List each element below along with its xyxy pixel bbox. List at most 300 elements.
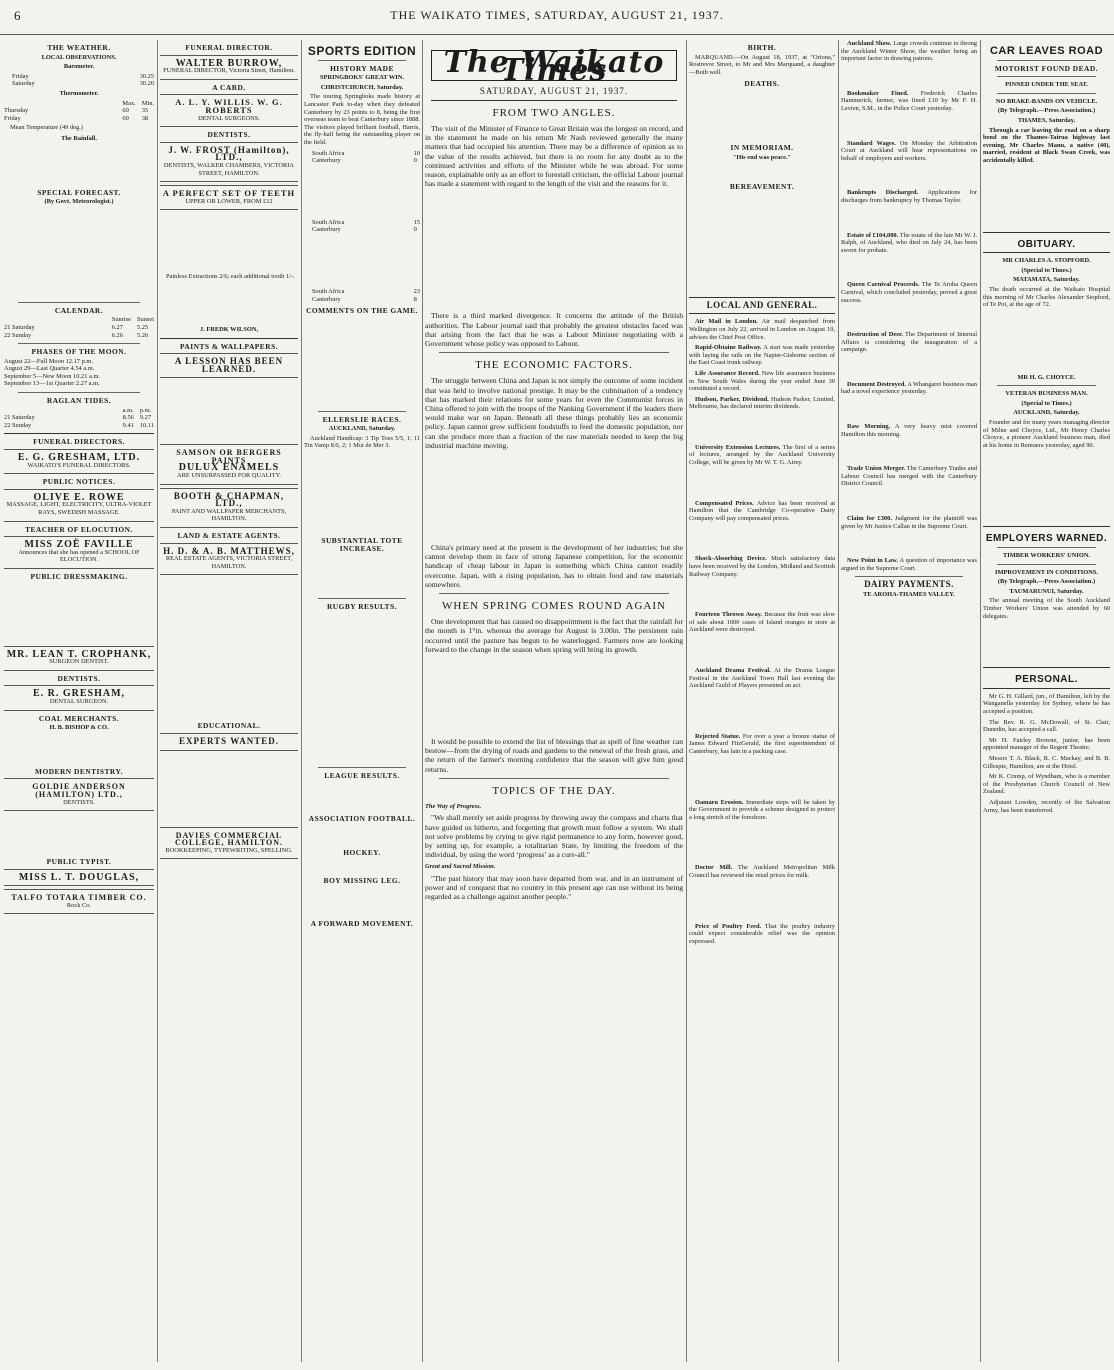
column-stories [983, 40, 1110, 1362]
sports-edition-heading: SPORTS EDITION [307, 44, 417, 58]
barometer-value: 30.25 [139, 72, 154, 80]
rowe-tagline: MASSAGE, LIGHT, ELECTRICITY, ULTRA-VIOLET RAYS, SWEDISH MASSAGE. [6, 501, 152, 516]
editorial-heading: TOPICS OF THE DAY. [492, 784, 616, 797]
local-item-title: Rejected Statue. [695, 732, 741, 740]
local-item-text: Hudson Parker, Limited, Melbourne, has declared interim dividends. [689, 395, 835, 411]
gresham-dental-tagline: DENTAL SURGEON. [49, 697, 109, 705]
running-header [0, 0, 1114, 35]
calendar-heading: CALENDAR. [54, 305, 104, 315]
illegible-text-block [841, 491, 977, 515]
news-item-title: Bookmaker Fined. [847, 89, 909, 97]
score-table [312, 219, 420, 234]
league-heading: LEAGUE RESULTS. [324, 770, 400, 780]
editorial-paragraph: The visit of the Minister of Finance to Great Britain was the longest on record, and in the statement he made on his return Mr Nash reviewed generally the many matters that had occupied his attention. There may be a difference of opinion as to the value of the results achieved, but there is no room for any doubt as to the continued activities and efforts of the Minister while he was abroad. For some reason, explainable only as an effort to forestall criticism, the official Labour journal has made a statement with regard to the length of the visit and the reasons for it. [425, 123, 683, 189]
score: 0 [413, 157, 417, 165]
forecast-heading: SPECIAL FORECAST. [37, 187, 121, 197]
illegible-text-block [304, 167, 420, 217]
forecast-subheading: (By Govt. Meteorologist.) [44, 198, 114, 206]
illegible-text-block [689, 824, 835, 864]
news-item-title: Raw Morning. [847, 423, 891, 431]
illegible-text-block [689, 163, 835, 179]
local-item-text: For over a year a bronze statue of James Edward FitzGerald, the first superintendent of Canterbury, has lain in a packing case. [689, 732, 835, 755]
employers-text: The annual meeting of the South Auckland Timber Workers' Union was attended by 60 delegates. [983, 597, 1110, 620]
dentists-heading: DENTISTS. [57, 673, 101, 683]
column-weather-ads [4, 40, 154, 1362]
calendar-sunset: 5.26 [136, 331, 149, 339]
illegible-text-block [304, 859, 420, 873]
educational-heading: EDUCATIONAL. [197, 721, 261, 731]
personal-item: Mr K. Crump, of Wyndham, who is a member of the Presbyterian Church Council of New Zealand. [983, 773, 1110, 796]
typist-heading: PUBLIC TYPIST. [46, 857, 112, 867]
masthead [431, 45, 677, 88]
news-item-text: The Canterbury Trades and Labour Council has merged with the Canterbury District Council. [841, 465, 977, 488]
news-item-text: Judgment for the plaintiff was given by Mr Justice Callan in the Supreme Court. [841, 515, 977, 530]
memoriam-heading: IN MEMORIAM. [730, 142, 794, 152]
local-item-title: Price of Poultry Feed. [695, 922, 762, 930]
dairy-subheading: TE AROHA-THAMES VALLEY. [863, 591, 955, 598]
rowe-advert [4, 489, 154, 522]
weather-subheading: LOCAL OBSERVATIONS. [41, 53, 117, 61]
calendar-col: Sunset [136, 316, 154, 324]
news-item-text: Large crowds continue to throng the Auckland Winter Show, the weather being an important factor in drawing patrons. [841, 40, 977, 63]
thermo-col: Max. [122, 99, 136, 107]
surgeon-advert [4, 646, 154, 671]
rainfall-heading: The Rainfall. [61, 134, 97, 142]
personal-item: The Rev. R. G. McDowall, of St. Clair, Dunedin, has accepted a call. [983, 718, 1110, 734]
team: Canterbury [312, 226, 341, 234]
column-notices-local [689, 40, 835, 1362]
editorial-paragraph: China's primary need at the present is the development of her industries; but she cannot develop them in face of strong Japanese competition, for the economic handicap of cheap labour in Japan is something which China cannot readily overcome. Japan, with a rising population, has to obtain food and raw materials somewhere. [425, 543, 683, 589]
coal-advert: H. B. BISHOP & CO. [49, 724, 109, 732]
faville-name: MISS ZOË FAVILLE [24, 539, 134, 551]
thermo-max: 60 [122, 107, 129, 115]
local-item-text: The first of a series of lectures, arranged by the Auckland University College, will be given by Mr W. T. G. Airey. [689, 443, 835, 467]
timber-advert [4, 889, 154, 914]
samson-paints: SAMSON OR BERGERS PAINTS [176, 448, 282, 465]
story-agency: (By Telegraph.—Press Association.) [997, 107, 1096, 115]
thermo-min: 38 [141, 114, 149, 122]
barometer-table [12, 73, 154, 88]
local-item [689, 611, 835, 634]
illegible-text-block [689, 883, 835, 923]
local-item-text: Much satisfactory data have been received by the London, Midland and Scottish Railway Company. [689, 555, 835, 578]
editorial-heading: WHEN SPRING COMES ROUND AGAIN [442, 600, 666, 613]
coal-heading: COAL MERCHANTS. [38, 713, 120, 723]
illegible-text-block [304, 453, 420, 533]
booth-tagline: PAINT AND WALLPAPER MERCHANTS, HAMILTON. [171, 507, 287, 523]
calendar-table [4, 316, 154, 339]
local-item-text: At the Drama League Festival in the Auckland Town Hall last evening the Auckland Guild of Players presented an act. [689, 667, 835, 690]
local-item-text: Air mail despatched from Wellington on July 22, arrived in London on August 19, advises the Chief Post Office. [689, 318, 835, 341]
news-item-text: Frederick Charles Hammerick, farmer, was fined £10 by Mr F. H. Levien, S.M., in the Police Court yesterday. [841, 89, 977, 112]
local-item [689, 318, 835, 341]
illegible-text-block [689, 693, 835, 733]
local-item-text: Advice has been received at Hamilton that the Cambridge Co-operative Dairy Company will pay compensated prices. [689, 499, 835, 522]
illegible-text-block [689, 414, 835, 444]
news-item [841, 281, 977, 304]
dressmaking-heading: PUBLIC DRESSMAKING. [30, 571, 128, 581]
painless-extractions: Painless Extractions 2/6; each additional tooth 1/-. [166, 273, 295, 281]
story-subheading: MOTORIST FOUND DEAD. [994, 63, 1099, 73]
roberts-tagline: DENTAL SURGEONS. [198, 114, 260, 122]
roberts-advert [160, 94, 298, 127]
illegible-text-block [304, 236, 420, 286]
score: 23 [413, 287, 420, 295]
illegible-text-block [425, 657, 683, 737]
card-heading: A CARD. [212, 82, 246, 92]
tides-pm: 10.11 [139, 421, 154, 429]
funeral-director-heading: FUNERAL DIRECTOR. [185, 43, 273, 52]
local-general-heading: LOCAL AND GENERAL. [706, 299, 818, 310]
lesson-advert [160, 353, 298, 378]
obituary-text: Founder and for many years managing director of Milne and Choyce, Ltd., Mr Henry Charles Choyce, a pioneer Auckland business man, died at his home in Remuera yesterday, aged 90. [983, 419, 1110, 449]
frost-name: J. W. FROST (Hamilton), LTD., [168, 144, 290, 163]
local-item-text: The Auckland Metropolitan Milk Council has reviewed the retail prices for milk. [689, 864, 835, 879]
illegible-text-block [304, 554, 420, 594]
surgeon-name: MR. LEAN T. CROPHANK, [6, 648, 152, 660]
illegible-text-block [841, 399, 977, 423]
local-item-text: New life assurance business in New South Wales during the year ended June 30 constituted a record. [689, 369, 835, 393]
illegible-text-block [689, 581, 835, 611]
teeth-headline: A PERFECT SET OF TEETH [162, 188, 296, 199]
booth-name: BOOTH & CHAPMAN, LTD., [173, 490, 285, 509]
lesson-headline: A LESSON HAS BEEN LEARNED. [174, 356, 284, 374]
burrow-advert [160, 55, 298, 80]
local-item-text: A start was made yesterday with laying the rails on the Napier-Gisborne section of the East Coast trunk railway. [689, 344, 835, 367]
thermometer-table [4, 100, 154, 123]
news-item [841, 381, 977, 396]
gresham-name: E. G. GRESHAM, LTD. [17, 452, 141, 464]
experts-advert [160, 733, 298, 751]
story-dateline: CHRISTCHURCH, Saturday. [320, 83, 404, 91]
illegible-text-block [304, 781, 420, 811]
barometer-heading: Barometer. [63, 63, 95, 71]
topic-subheading: Great and Sacred Mission. [425, 863, 496, 871]
masthead-title: The Waikato Times [443, 45, 665, 88]
local-item-text: That the poultry industry could expect considerable relief was the opinion expressed. [689, 922, 835, 945]
news-item [841, 232, 977, 255]
column-rule [422, 40, 423, 1362]
tides-table [4, 407, 154, 430]
topic-paragraph: "The past history that may soon have departed from war, and in an instrument of power and of conquest that no country in this present age can use without its being regarded as a challenge against another people." [425, 873, 683, 901]
illegible-text-block [689, 90, 835, 140]
story-text: The touring Springboks made history at Lancaster Park to-day when they defeated Canterbury by 23 points to 8, being the first overseas team to beat Canterbury since 1888. The visitors played brilliant football, Harris, the fly-half being the outstanding player on the field. [304, 93, 420, 146]
team: South Africa [312, 287, 345, 295]
gresham-advert [4, 449, 154, 474]
calendar-sunrise: 6.26 [111, 331, 123, 339]
teeth-tagline: UPPER OR LOWER, FROM £12 [185, 197, 273, 205]
typist-advert [4, 869, 154, 887]
story-heading: CAR LEAVES ROAD [989, 45, 1104, 57]
anderson-name: GOLDIE ANDERSON (HAMILTON) LTD., [32, 782, 126, 799]
illegible-text-block [4, 734, 154, 764]
column-rule [838, 40, 839, 1362]
tote-heading: SUBSTANTIAL TOTE INCREASE. [321, 536, 403, 553]
dentists-heading: DENTISTS. [207, 130, 251, 140]
news-item-text: The estate of the late Mr W. J. Ralph, of Auckland, who died on July 24, has been sworn for probate. [841, 231, 977, 254]
bereavement-heading: BEREAVEMENT. [729, 182, 795, 192]
mean-temperature: Mean Temperature (49 deg.) [10, 124, 83, 132]
news-item [841, 189, 977, 204]
matthews-name: H. D. & A. B. MATTHEWS, [163, 545, 295, 556]
obituary-dateline: MATAMATA, Saturday. [1013, 276, 1080, 284]
column-rule [980, 40, 981, 1362]
story-dateline: THAMES, Saturday. [1017, 116, 1076, 124]
local-item [689, 799, 835, 822]
experts-headline: EXPERTS WANTED. [178, 736, 280, 746]
illegible-text-block [983, 623, 1110, 663]
news-item-title: Estate of £104,000. [847, 231, 899, 239]
gresham-dental-advert [4, 685, 154, 710]
dulux-enamels: DULUX ENAMELS [178, 462, 280, 474]
illegible-text-block [4, 145, 154, 185]
editorial-paragraph: One development that has caused no disappointment is the fact that the rainfall for the month is 1°in. whereas the average for August is 3.00in. The persistent rain occurred until the pasture has begun to be waterlogged. Farmers now are looking forward to the change in the season when spring will bring its growth. [425, 617, 683, 654]
calendar-col: Sunrise [111, 316, 131, 324]
college-advert [160, 827, 298, 860]
elocution-heading: TEACHER OF ELOCUTION. [25, 524, 133, 534]
weather-heading: THE WEATHER. [47, 43, 111, 52]
local-item [689, 733, 835, 756]
news-item [841, 140, 977, 163]
paints-heading: PAINTS & WALLPAPERS. [179, 341, 279, 351]
obituary-dateline: AUCKLAND, Saturday. [1013, 409, 1080, 417]
illegible-text-block [160, 381, 298, 441]
illegible-text-block [689, 525, 835, 555]
thermo-day: Friday [4, 114, 21, 122]
calendar-day: 22 Sunday [4, 331, 32, 339]
tides-heading: RAGLAN TIDES. [46, 396, 112, 406]
score-table [312, 288, 420, 303]
illegible-text-block [160, 754, 298, 824]
news-item-title: Queen Carnival Proceeds. [847, 281, 920, 289]
illegible-text-block [304, 317, 420, 407]
team: Canterbury [312, 295, 341, 303]
ellerslie-dateline: AUCKLAND, Saturday. [328, 425, 396, 433]
column-news [841, 40, 977, 1362]
birth-notice: MARQUAND.—On August 18, 1937, at "Oriona," Rostrevor Street, to Mr and Mrs Marquand, a daughter—Both well. [689, 53, 835, 76]
local-item-title: Fourteen Thrown Away. [695, 611, 763, 619]
frost-tagline: DENTISTS, WALKER CHAMBERS, VICTORIA STREET, HAMILTON. [163, 161, 295, 177]
forward-heading: A FORWARD MOVEMENT. [310, 919, 414, 929]
illegible-text-block [4, 583, 154, 643]
news-item-title: New Point in Law. [847, 557, 898, 565]
thermometer-heading: Thermometer. [59, 89, 99, 97]
rowe-name: OLIVE E. ROWE [33, 491, 125, 503]
local-item-title: Oamaru Erosion. [695, 798, 744, 806]
story-heading: HISTORY MADE [330, 63, 394, 73]
personal-item: Mr H. Fairley Browne, junior, has been appointed manager of the Regent Theatre. [983, 736, 1110, 752]
local-item [689, 500, 835, 523]
column-sports [304, 40, 420, 1362]
employers-subheading: TIMBER WORKERS' UNION. [1002, 552, 1091, 560]
phase-line: August 22—Full Moon 12.17 p.m. [4, 357, 93, 365]
quality-line: ARE UNSURPASSED FOR QUALITY. [176, 472, 282, 480]
news-item [841, 40, 977, 63]
story-lead: Through a car leaving the road on a sharp bend on the Thames-Tairua highway last evening, Mr Charles Manu, a native (40), married, resident at Black Swan Creek, was accidentally killed. [983, 126, 1110, 164]
frost-advert [160, 142, 298, 182]
local-item-title: Doctor Mill. [695, 864, 733, 872]
local-item [689, 370, 835, 393]
local-item-title: Auckland Drama Festival. [695, 667, 771, 674]
team: South Africa [312, 149, 345, 157]
topic-paragraph: "We shall merely set aside progress by throwing away the compass and charts that have guided us hitherto, and forgetting that growth must follow a system. We shall not solve problems by crying to give rigid permanence to any form, however good, by setting up, for example, a totalitarian State, by limiting the freedom of the individual, by using the word ‘progress’ as a cure-all." [425, 813, 683, 860]
topic-subheading: The Way of Progress. [425, 803, 482, 811]
memoriam-quote: "His end was peace." [732, 153, 792, 161]
teeth-advert [160, 185, 298, 210]
deaths-heading: DEATHS. [744, 79, 780, 89]
modern-dentistry-heading: MODERN DENTISTRY. [34, 766, 124, 776]
thermo-min: 35 [141, 107, 149, 115]
roberts-name: A. L. Y. WILLIS. W. G. ROBERTS [175, 97, 283, 115]
local-item [689, 667, 835, 690]
phase-line: September 5—New Moon 10.21 a.m. [4, 372, 101, 380]
calendar-sunset: 5.25 [136, 323, 149, 331]
barometer-day: Friday [12, 72, 29, 80]
obituary-agency: (Special to Times.) [1021, 399, 1072, 407]
employers-dateline: TAUMARUNUI, Saturday. [1009, 587, 1084, 595]
tides-am: 9.41 [122, 421, 134, 429]
illegible-text-block [841, 357, 977, 381]
illegible-text-block [304, 825, 420, 845]
illegible-text-block [160, 284, 298, 324]
news-item-title: Destruction of Deer. [847, 331, 903, 339]
illegible-text-block [689, 759, 835, 799]
illegible-text-block [4, 208, 154, 298]
score: 8 [413, 295, 417, 303]
editorial-paragraph: It would be possible to extend the list of blessings that as spell of fine weather can bestow—from the drying of roads and gardens to the renewal of the fresh grass, and the return of the farmer's morning confidence that the season will give him good returns. [425, 737, 683, 774]
local-item-title: University Extension Lectures. [695, 443, 781, 451]
public-notices-heading: PUBLIC NOTICES. [42, 477, 116, 487]
editorial-heading: FROM TWO ANGLES. [492, 106, 616, 119]
surgeon-tagline: SURGEON DENTIST. [49, 658, 109, 666]
news-item-title: Document Destroyed. [847, 380, 906, 388]
illegible-text-block [983, 168, 1110, 228]
local-item-text: Because the fruit was slow of sale about 1000 cases of Island oranges in store at Auckland were destroyed. [689, 611, 835, 634]
matthews-advert [160, 543, 298, 576]
funeral-directors-heading: FUNERAL DIRECTORS. [33, 437, 125, 447]
college-tagline: BOOKKEEPING, TYPEWRITING, SPELLING. [165, 846, 293, 854]
illegible-text-block [304, 613, 420, 763]
news-item-title: Trade Union Merger. [847, 465, 906, 473]
editorial-paragraph: There is a third marked divergence. It concerns the attitude of the British authorities. The Labour journal said that probably the greatest obstacles faced was that arising from the fact that he was a Labour Minister negotiating with a Government whose policy was opposed to Labour. [425, 311, 683, 349]
team: South Africa [312, 218, 345, 226]
column-rule [301, 40, 302, 1362]
story-subheading: PINNED UNDER THE SEAT. [1005, 81, 1088, 89]
obituary-text: The death occurred at the Waikato Hospital this morning of Mr Charles Alexander Stopford, of Te Poi, at the age of 72. [983, 285, 1110, 309]
tides-day: 21 Saturday [4, 414, 35, 422]
local-item-title: Life Assurance Record. [695, 369, 760, 377]
rugby-heading: RUGBY RESULTS. [326, 602, 398, 612]
column-editorial [425, 40, 683, 1362]
news-item [841, 515, 977, 530]
faville-advert [4, 536, 154, 569]
news-item-text: A very heavy mist covered Hamilton this morning. [841, 423, 977, 438]
news-item-title: Auckland Show. [847, 40, 892, 47]
local-item-title: Hudson, Parker, Dividend. [695, 395, 769, 403]
news-item-text: The Te Aroha Queen Carnival, which concluded yesterday, proved a great success. [841, 281, 977, 304]
obituary-heading: OBITUARY. [1017, 238, 1076, 250]
paints-advert [160, 444, 298, 484]
illegible-text-block [160, 578, 298, 718]
comments-heading: COMMENTS ON THE GAME. [306, 306, 418, 316]
employers-heading: EMPLOYERS WARNED. [985, 533, 1108, 545]
personal-item: Mr G. H. Gillard, jun., of Hamilton, left by the Wanganella yesterday for Sydney, where he has accepted a position. [983, 692, 1110, 715]
illegible-text-block [425, 191, 683, 311]
score: 10 [413, 149, 420, 157]
dairy-heading: DAIRY PAYMENTS. [864, 579, 954, 590]
column-ads [160, 40, 298, 1362]
illegible-text-block [841, 533, 977, 557]
illegible-text-block [983, 452, 1110, 522]
phase-line: September 13—1st Quarter 2.27 a.m. [4, 380, 100, 388]
page-number: 6 [14, 8, 21, 23]
personal-item: Messrs T. A. Black, R. C. Mackay, and B. B. Gillespie, Hamilton, are at the Hotel. [983, 754, 1110, 770]
news-item-text: The Department of Internal Affairs is considering the inauguration of a campaign. [841, 331, 977, 354]
phase-line: August 29—Last Quarter 4.54 a.m. [4, 365, 95, 373]
ellerslie-text: Auckland Handicap: 3 Tip Toes 5/5, 1; 11 Tin Vamp 8.0, 2; 1 Mui de Mer 3. [304, 434, 420, 450]
illegible-text-block [841, 208, 977, 232]
tides-am: 8.56 [122, 414, 134, 422]
phases-heading: PHASES OF THE MOON. [31, 347, 127, 357]
booth-advert [160, 488, 298, 528]
column-rule [157, 40, 158, 1362]
news-item-text: A Whangarei business man had a novel experience yesterday. [841, 380, 977, 396]
illegible-text-block [841, 165, 977, 189]
gresham-dental-name: E. R. GRESHAM, [32, 688, 126, 700]
land-agents-heading: LAND & ESTATE AGENTS. [177, 531, 281, 541]
news-item [841, 90, 977, 113]
hockey-heading: HOCKEY. [343, 848, 381, 858]
news-item-title: Claim for £300. [847, 515, 892, 523]
timber-name: TALFO TOTARA TIMBER CO. [11, 893, 147, 903]
anderson-advert [4, 778, 154, 811]
story-subheading: NO BRAKE-BANDS ON VEHICLE. [995, 97, 1098, 105]
story-subheading: SPRINGBOKS' GREAT WIN. [320, 74, 404, 82]
tides-col: p.m. [139, 406, 152, 414]
illegible-text-block [841, 66, 977, 90]
local-item [689, 396, 835, 411]
illegible-text-block [304, 886, 420, 916]
obituary-subheading: VETERAN BUSINESS MAN. [1005, 390, 1088, 398]
editorial-paragraph: The struggle between China and Japan is not simply the outcome of some incident that was held to involve national prestige. It may be the culmination of a tendency that has marked their relations for some years for even the Communist forces in China offered to join with the troops of the Nanking Government if the leaders there would make war on Japan. Beneath all these things probably lies an economic policy. Japan cannot grow sufficient foodstuffs to feed the domestic population, nor can she produce more than a fraction of the raw materials needed to keep the big industrial machine moving. [425, 376, 683, 450]
illegible-text-block [160, 213, 298, 273]
employers-subheading: IMPROVEMENT IN CONDITIONS. [994, 568, 1099, 576]
illegible-text-block [689, 193, 835, 293]
news-item [841, 331, 977, 354]
news-item-text: Applications for discharges from bankruptcy by Thomas Taylor. [841, 189, 977, 204]
tides-col: a.m. [122, 406, 134, 414]
running-title: THE WAIKATO TIMES, SATURDAY, AUGUST 21, 1937. [390, 8, 724, 22]
ellerslie-heading: ELLERSLIE RACES. [322, 414, 402, 424]
thermo-col: Min. [141, 99, 154, 107]
personal-item: Adjutant Lowden, recently of the Salvation Army, has been transferred. [983, 798, 1110, 814]
local-item-text: Immediate steps will be taken by the Government to provide a scheme designed to protect a long stretch of the foreshore. [689, 798, 835, 821]
illegible-text-block [983, 312, 1110, 372]
team: Canterbury [312, 157, 341, 165]
column-rule [686, 40, 687, 1362]
matthews-tagline: REAL ESTATE AGENTS, VICTORIA STREET, HAMILTON. [165, 555, 293, 570]
illegible-text-block [841, 307, 977, 331]
calendar-day: 21 Saturday [4, 323, 35, 331]
news-item-title: Bankrupts Discharged. [847, 189, 919, 197]
personal-heading: PERSONAL. [1015, 674, 1078, 686]
obituary-name: MR H. G. CHOYCE. [1017, 373, 1076, 381]
thermo-max: 60 [122, 114, 129, 122]
association-heading: ASSOCIATION FOOTBALL. [308, 814, 416, 824]
tides-pm: 9.27 [139, 414, 152, 422]
wilson-signature: J. FREDK WILSON, [199, 325, 259, 333]
local-item-title: Air Mail in London. [695, 318, 758, 326]
